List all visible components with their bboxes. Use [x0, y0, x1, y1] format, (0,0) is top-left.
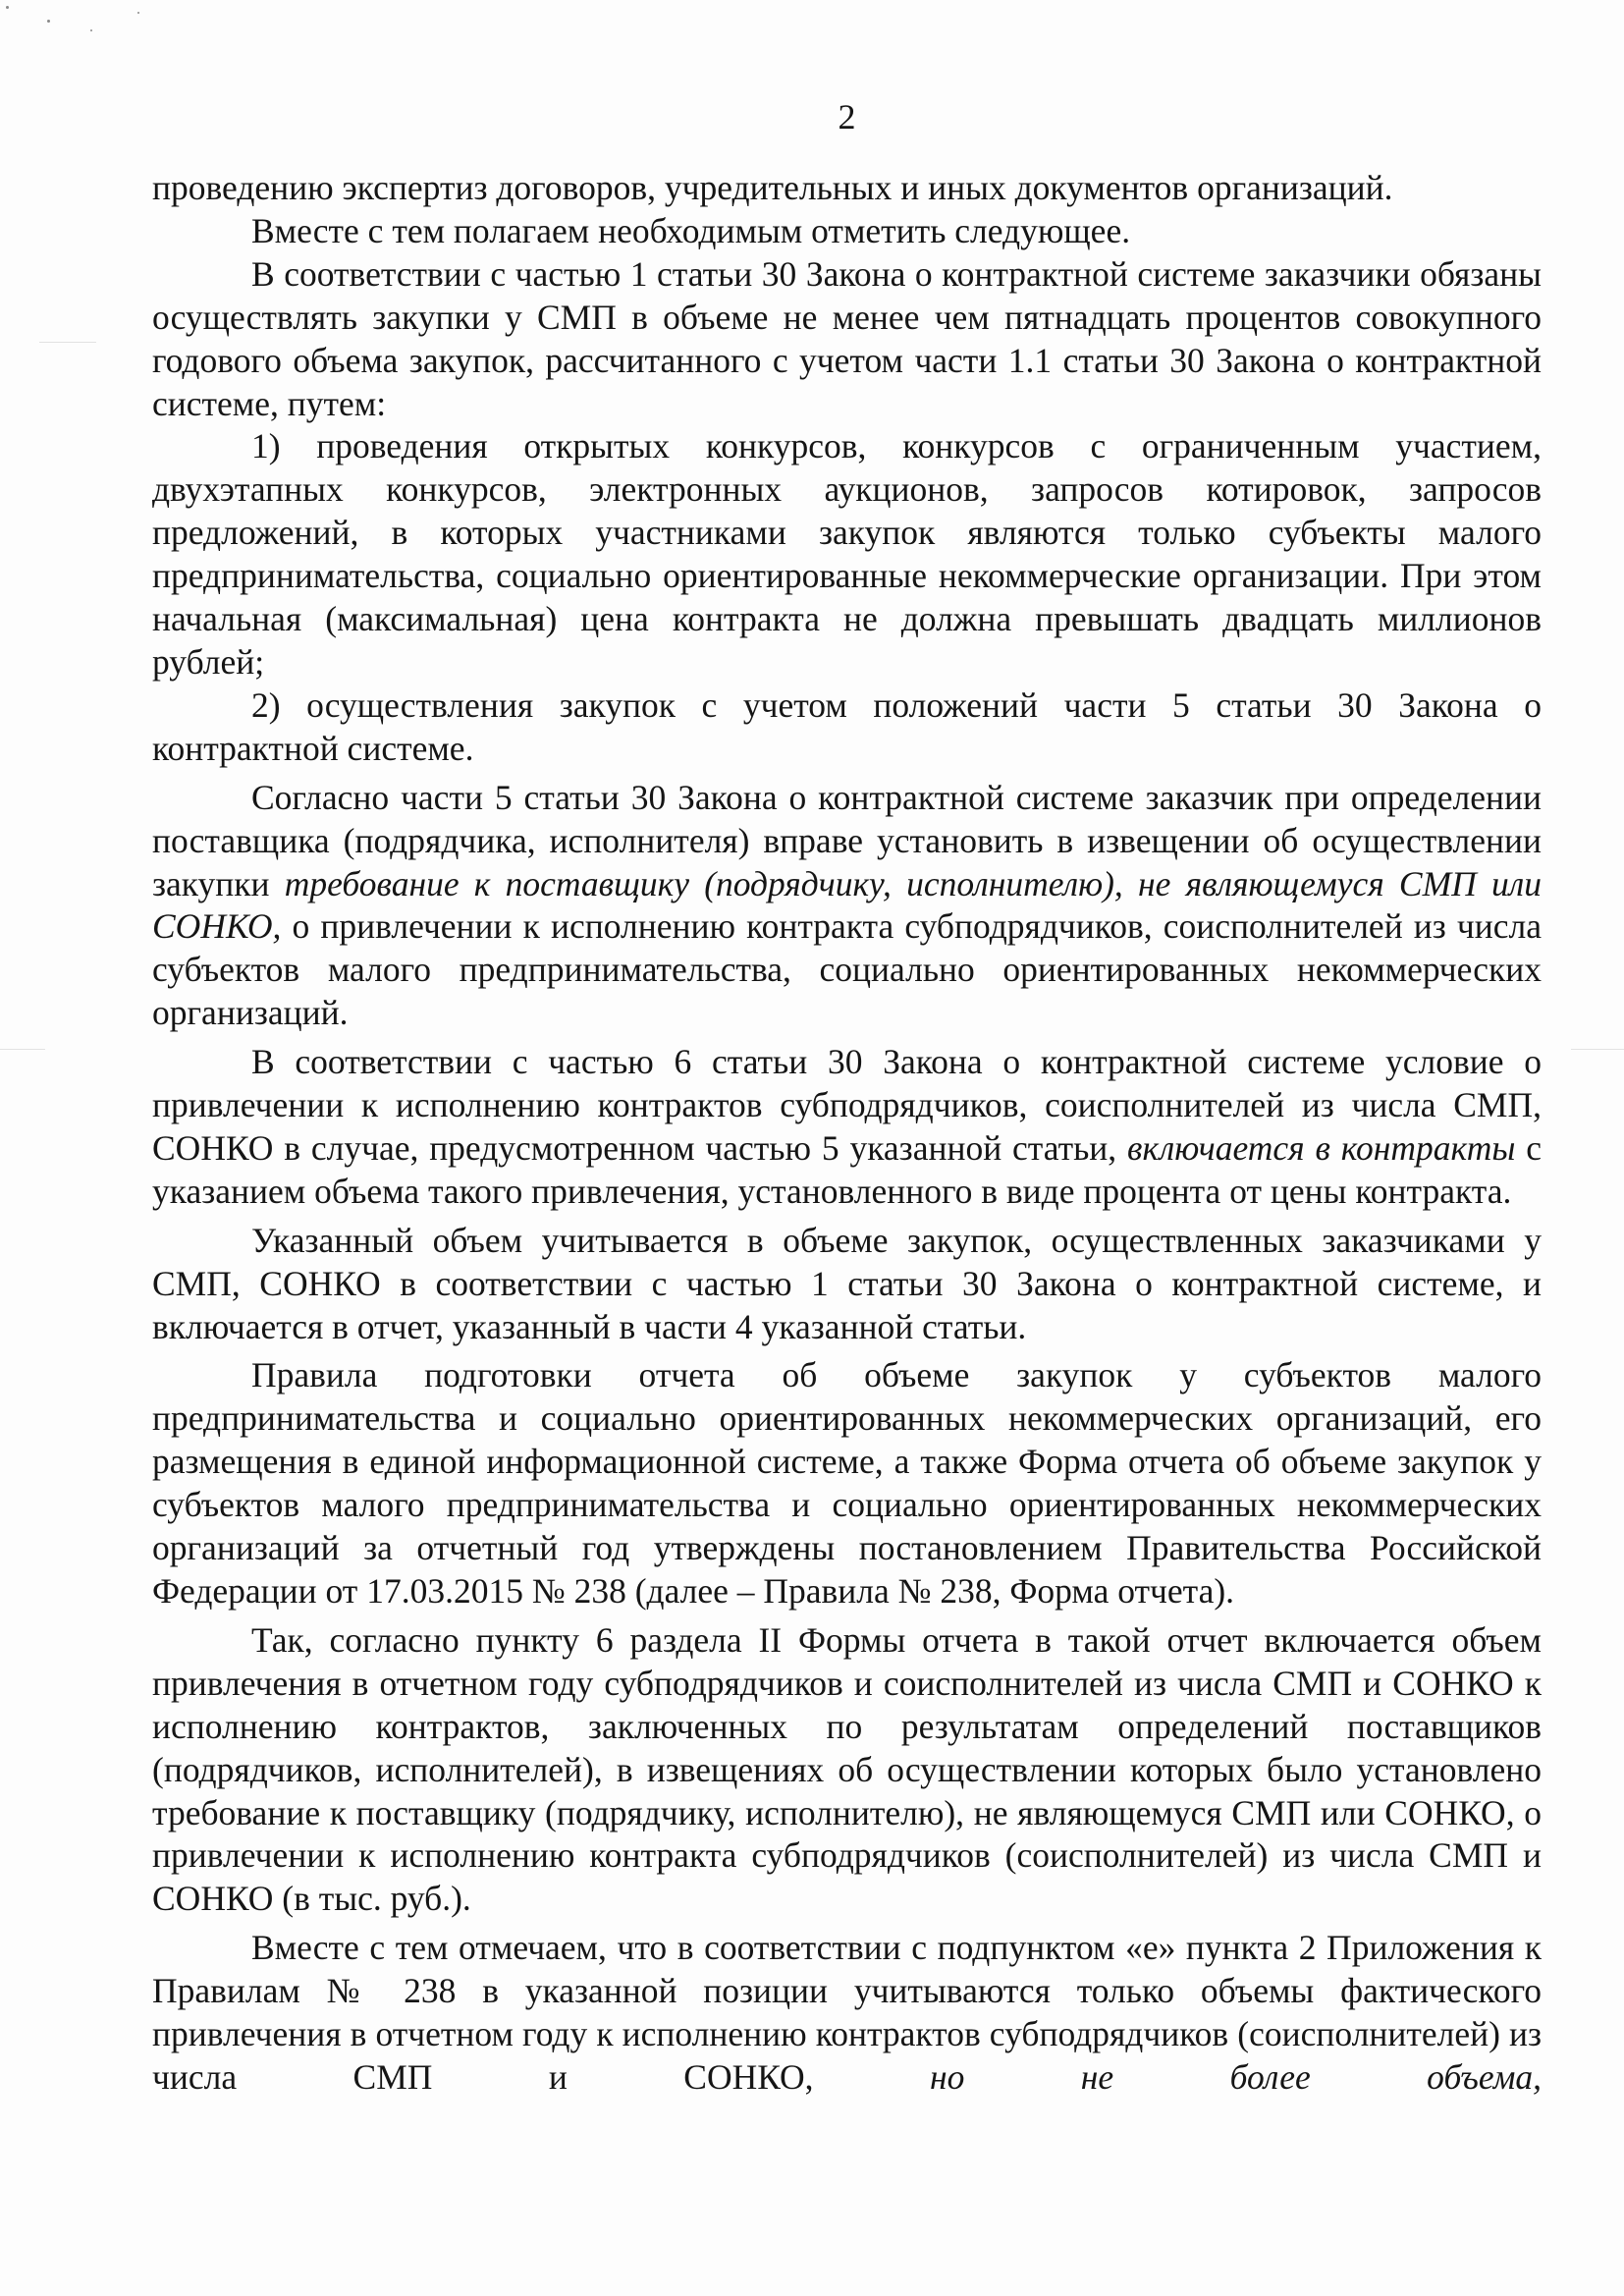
text-run: Согласно части 5 статьи 30 Закона о контрактной системе заказчик при определении поставщика (подрядчика, исполнителя) вправе установить в извещении об осуществлении закупки — [152, 777, 1542, 903]
paragraph-item-1: 1) проведения открытых конкурсов, конкурсов с ограниченным участием, двухэтапных конкурсов, электронных аукционов, запросов котировок, запросов предложений, в которых участниками закупок являются только субъекты малого предпринимательства, социально ориентированные некоммерческие организации. При этом начальная (максимальная) цена контракта не должна превышать двадцать миллионов рублей; — [152, 426, 1542, 682]
scan-margin-mark — [1571, 1049, 1624, 1050]
scan-speck — [6, 6, 9, 9]
italic-text-run: включается в контракты — [1127, 1127, 1516, 1168]
paragraph-continuation: проведению экспертиз договоров, учредительных и иных документов организаций. — [152, 168, 1393, 207]
text-run: с указанием объема такого привлечения, установленного в виде процента от цены контракта. — [152, 1127, 1542, 1211]
text-run: Вместе с тем отмечаем, что в соответствии с подпунктом «е» пункта 2 Приложения к Правилам № 238 в указанной позиции учитываются только объемы фактического привлечения в отчетном году к исполнению контрактов субподрядчиков (соисполнителей) из числа СМП и СОНКО, — [152, 1928, 1542, 2097]
text-run: о привлечении к исполнению контракта субподрядчиков, соисполнителей из числа субъектов малого предпринимательства, социально ориентированных некоммерческих организаций. — [152, 906, 1542, 1033]
text-run: В соответствии с частью 6 статьи 30 Закона о контрактной системе условие о привлечении к исполнению контрактов субподрядчиков, соисполнителей из числа СМП, СОНКО в случае, предусмотренном частью 5 указанной статьи, — [152, 1042, 1542, 1168]
paragraph-note: Вместе с тем полагаем необходимым отметить следующее. — [251, 210, 1131, 250]
scan-margin-mark — [0, 1049, 45, 1050]
paragraph-article-30-part-5 — [152, 777, 1542, 1035]
scan-speck — [47, 20, 50, 23]
scan-speck — [137, 12, 139, 14]
paragraph-volume-accounting: Указанный объем учитывается в объеме закупок, осуществленных заказчиками у СМП, СОНКО в соответствии с частью 1 статьи 30 Закона о контрактной системе, и включается в отчет, указанный в части 4 указанной статьи. — [152, 1220, 1542, 1346]
paragraph-article-30-part-1: В соответствии с частью 1 статьи 30 Закона о контрактной системе заказчики обязаны осуществлять закупки у СМП в объеме не менее чем пятнадцать процентов совокупного годового объема закупок, рассчитанного с учетом части 1.1 статьи 30 Закона о контрактной системе, путем: — [152, 253, 1542, 423]
scan-margin-mark — [39, 342, 96, 343]
page-number: 2 — [838, 97, 856, 137]
paragraph-rules-238: Правила подготовки отчета об объеме закупок у субъектов малого предпринимательства и социально ориентированных некоммерческих организаций, его размещения в единой информационной системе, а также Форма отчета об объеме закупок у субъектов малого предпринимательства и социально ориентированных некоммерческих организаций за отчетный год утверждены постановлением Правительства Российской Федерации от 17.03.2015 № 238 (далее – Правила № 238, Форма отчета). — [152, 1355, 1542, 1611]
paragraph-report-form-section-2: Так, согласно пункту 6 раздела II Формы отчета в такой отчет включается объем привлечения в отчетном году субподрядчиков и соисполнителей из числа СМП и СОНКО к исполнению контрактов, заключенных по результатам определений поставщиков (подрядчиков, исполнителей), в извещениях об осуществлении которых было установлено требование к поставщику (подрядчику, исполнителю), не являющемуся СМП или СОНКО, о привлечении к исполнению контракта субподрядчиков (соисполнителей) из числа СМП и СОНКО (в тыс. руб.). — [152, 1619, 1542, 1919]
paragraph-appendix-rules-238 — [152, 1927, 1542, 2100]
body-text — [152, 167, 1542, 2100]
paragraph-article-30-part-6 — [152, 1041, 1542, 1214]
italic-text-run: требование к поставщику (подрядчику, исполнителю), не являющемуся СМП или СОНКО, — [152, 863, 1542, 947]
italic-text-run: но не более объема, — [929, 2056, 1542, 2097]
paragraph-item-2: 2) осуществления закупок с учетом положений части 5 статьи 30 Закона о контрактной системе. — [152, 684, 1542, 768]
scan-speck — [90, 29, 92, 31]
